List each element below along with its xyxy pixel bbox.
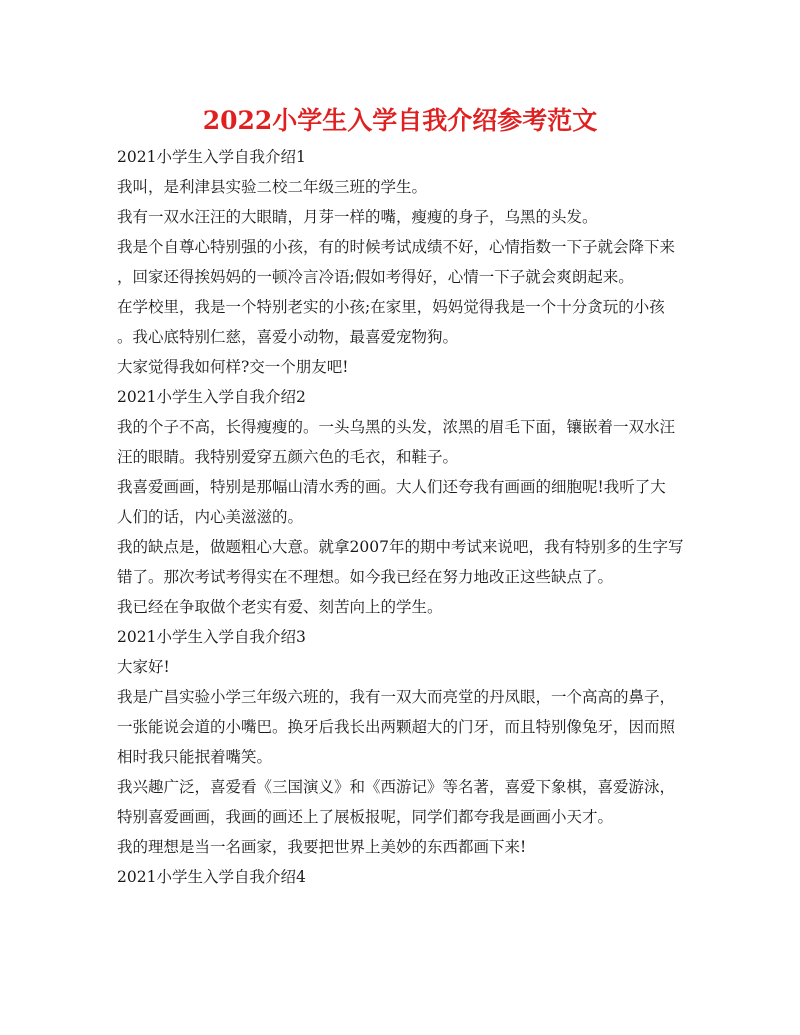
paragraph-line: 特别喜爱画画，我画的画还上了展板报呢，同学们都夸我是画画小天才。: [117, 808, 614, 826]
paragraph-line: 我的个子不高，长得瘦瘦的。一头乌黑的头发，浓黑的眉毛下面，镶嵌着一双水汪: [117, 418, 676, 436]
section-heading-1: 2021小学生入学自我介绍1: [117, 148, 306, 166]
paragraph-line: 我的缺点是，做题粗心大意。就拿2007年的期中考试来说吧，我有特别多的生字写: [117, 538, 684, 556]
paragraph-line: 相时我只能抿着嘴笑。: [117, 748, 273, 766]
section-heading-3: 2021小学生入学自我介绍3: [117, 628, 306, 646]
paragraph-line: 一张能说会道的小嘴巴。换牙后我长出两颗超大的门牙，而且特别像兔牙，因而照: [117, 718, 676, 736]
paragraph-line: 错了。那次考试考得实在不理想。如今我已经在努力地改正这些缺点了。: [117, 568, 614, 586]
paragraph-line: 大家好!: [117, 658, 170, 676]
paragraph-line: 大家觉得我如何样?交一个朋友吧!: [117, 358, 349, 376]
paragraph-line: 人们的话，内心美滋滋的。: [117, 508, 304, 526]
paragraph-line: 。我心底特别仁慈，喜爱小动物，最喜爱宠物狗。: [117, 328, 459, 346]
paragraph-line: 我是广昌实验小学三年级六班的，我有一双大而亮堂的丹凤眼，一个高高的鼻子，: [117, 688, 676, 706]
paragraph-line: 我已经在争取做个老实有爱、刻苦向上的学生。: [117, 598, 443, 616]
paragraph-line: ，回家还得挨妈妈的一顿冷言冷语;假如考得好，心情一下子就会爽朗起来。: [117, 268, 634, 286]
paragraph-line: 汪的眼睛。我特别爱穿五颜六色的毛衣，和鞋子。: [117, 448, 459, 466]
section-heading-4: 2021小学生入学自我介绍4: [117, 868, 306, 886]
paragraph-line: 我有一双水汪汪的大眼睛，月芽一样的嘴，瘦瘦的身子，乌黑的头发。: [117, 208, 598, 226]
paragraph-line: 我的理想是当一名画家，我要把世界上美妙的东西都画下来!: [117, 838, 527, 856]
document-body: [117, 142, 685, 892]
document-title: 2022小学生入学自我介绍参考范文: [202, 106, 598, 135]
paragraph-line: 在学校里，我是一个特别老实的小孩;在家里，妈妈觉得我是一个十分贪玩的小孩: [117, 298, 665, 316]
paragraph-line: 我是个自尊心特别强的小孩，有的时候考试成绩不好，心情指数一下子就会降下来: [117, 238, 676, 256]
paragraph-line: 我兴趣广泛，喜爱看《三国演义》和《西游记》等名著，喜爱下象棋，喜爱游泳，: [117, 778, 676, 796]
section-heading-2: 2021小学生入学自我介绍2: [117, 388, 306, 406]
paragraph-line: 我叫，是利津县实验二校二年级三班的学生。: [117, 178, 428, 196]
paragraph-line: 我喜爱画画，特别是那幅山清水秀的画。大人们还夸我有画画的细胞呢!我听了大: [117, 478, 666, 496]
